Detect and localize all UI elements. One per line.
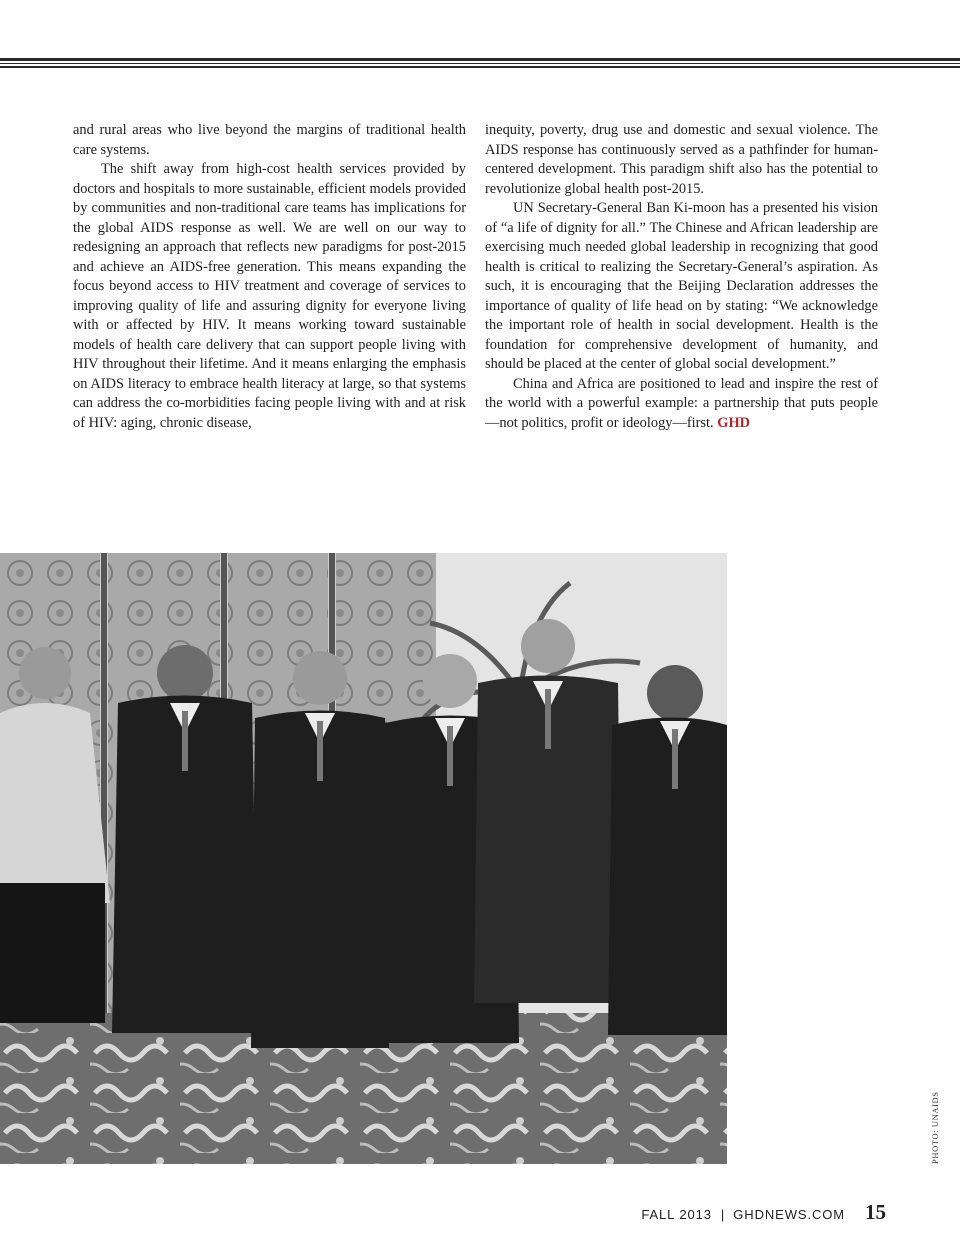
paragraph: inequity, poverty, drug use and domestic and sexual violence. The AIDS response has continuously served as a pathfinder for human-centered development. This paradigm shift also has the potential to revolutionize global health post-2015. <box>485 122 878 197</box>
header-rule-thin <box>0 63 960 64</box>
article-column-left <box>73 121 466 433</box>
header-rule-thick <box>0 58 960 61</box>
photo-credit-text: PHOTO: UNAIDS <box>930 1091 940 1164</box>
footer-separator: | <box>720 1207 725 1222</box>
page-number: 15 <box>865 1200 886 1224</box>
paragraph: UN Secretary-General Ban Ki-moon has a presented his vision of “a life of dignity for all.” The Chinese and African leadership are exercising much needed global leadership in recognizing that good health is critical to realizing the Secretary-General’s aspiration. As such, it is encouraging that the Beijing Declaration addresses the importance of quality of life head on by stating: “We acknowledge the important role of health in social development. Health is the foundation for comprehensive development of humanity, and should be placed at the center of global social development.” <box>485 200 878 372</box>
closing-text: China and Africa are positioned to lead and inspire the rest of the world with a powerful example: a partnership that puts people—not politics, profit or ideology—first. <box>485 375 878 431</box>
header-rule-bottom <box>0 66 960 68</box>
paragraph: and rural areas who live beyond the margins of traditional health care systems. <box>73 122 466 158</box>
page-footer <box>560 1200 886 1230</box>
group-photo <box>0 553 727 1164</box>
end-mark: GHD <box>717 414 751 431</box>
website-label: GHDNEWS.COM <box>733 1207 845 1222</box>
article-column-right <box>485 121 878 433</box>
issue-label: FALL 2013 <box>641 1207 712 1222</box>
paragraph-closing <box>485 375 878 434</box>
paragraph: The shift away from high-cost health services provided by doctors and hospitals to more sustainable, efficient models provided by communities and non-traditional care teams has implications for the global AIDS response as well. We are well on our way to redesigning an approach that reflects new paradigms for post-2015 and achieve an AIDS-free generation. This means expanding the focus beyond access to HIV treatment and coverage of services to improving quality of life and assuring dignity for everyone living with or affected by HIV. It means working toward sustainable models of health care delivery that can support people living with HIV throughout their lifetime. And it means enlarging the emphasis on AIDS literacy to embrace health literacy at large, so that systems can address the co-morbidities facing people living with and at risk of HIV: aging, chronic disease, <box>73 161 466 431</box>
